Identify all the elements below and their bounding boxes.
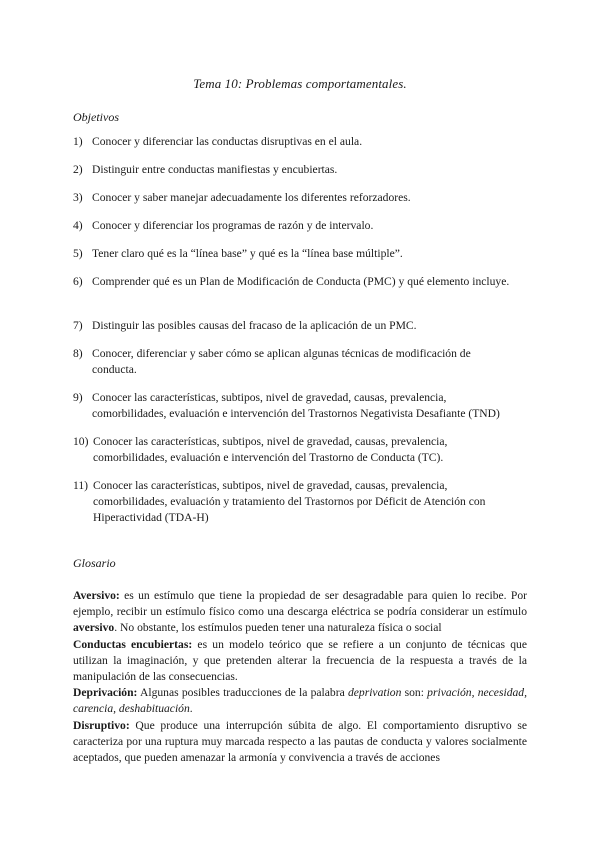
glossary-term: Conductas encubiertas: (73, 637, 193, 651)
objective-item (73, 190, 513, 206)
glossary-definition: Que produce una interrupción súbita de algo. El comportamiento disruptivo se caracteriza por una ruptura muy marcada respecto a las pautas de conducta y valores socialmente aceptados, que pueden amenazar la armonía y convivencia a través de acciones (73, 718, 527, 765)
glossary-entry-aversivo (73, 588, 527, 637)
objective-item (73, 478, 513, 526)
objective-number: 3) (73, 191, 83, 204)
objective-text: Distinguir las posibles causas del fracaso de la aplicación de un PMC. (92, 319, 417, 332)
document-title: Tema 10: Problemas comportamentales. (193, 76, 407, 91)
objective-text: Distinguir entre conductas manifiestas y encubiertas. (92, 163, 338, 176)
objective-number: 7) (73, 319, 83, 332)
objective-item (73, 318, 513, 334)
glossary-entry-conductas-encubiertas (73, 637, 527, 686)
glossary-definition: . No obstante, los estímulos pueden tener una naturaleza física o social (114, 621, 442, 635)
objective-text: Conocer, diferenciar y saber cómo se aplican algunas técnicas de modificación de conducta. (92, 347, 471, 376)
objective-text: Conocer y diferenciar los programas de razón y de intervalo. (92, 219, 374, 232)
glossary-definition: son: (401, 686, 428, 700)
glossary-term: Deprivación: (73, 686, 138, 700)
objective-item (73, 246, 513, 262)
glossary-term: Aversivo: (73, 589, 120, 602)
objective-item (73, 274, 513, 290)
objective-text: Conocer las características, subtipos, nivel de gravedad, causas, prevalencia, comorbilidades, evaluación e intervención del Trastornos Negativista Desafiante (TND) (92, 391, 500, 420)
objectives-heading: Objetivos (73, 110, 119, 124)
objective-text: Comprender qué es un Plan de Modificación de Conducta (PMC) y qué elemento incluye. (92, 275, 510, 288)
glossary-term: Disruptivo: (73, 718, 130, 732)
glossary-definition: . (189, 702, 193, 716)
objective-number: 9) (73, 391, 83, 404)
objective-number: 8) (73, 347, 83, 360)
objective-text: Tener claro qué es la “línea base” y qué es la “línea base múltiple”. (92, 247, 403, 260)
glossary-heading: Glosario (73, 556, 116, 570)
glossary-entry-deprivacion (73, 685, 527, 717)
objective-text: Conocer y saber manejar adecuadamente los diferentes reforzadores. (92, 191, 411, 204)
objective-number: 5) (73, 247, 83, 260)
objective-item (73, 434, 513, 466)
objective-text: Conocer las características, subtipos, nivel de gravedad, causas, prevalencia, comorbilidades, evaluación e intervención del Trastorno de Conducta (TC). (93, 435, 448, 464)
objective-item (73, 162, 513, 178)
glossary-translations: privación, necesidad, carencia, deshabituación (73, 686, 527, 716)
objective-number: 1) (73, 135, 83, 148)
objective-number: 10) (73, 435, 89, 448)
glossary-body (73, 588, 527, 766)
objective-number: 11) (73, 479, 89, 492)
objective-number: 2) (73, 163, 83, 176)
objective-number: 6) (73, 275, 83, 288)
objective-item (73, 134, 513, 150)
glossary-bold-word: aversivo (73, 621, 115, 635)
objective-item (73, 218, 513, 234)
objective-text: Conocer las características, subtipos, nivel de gravedad, causas, prevalencia, comorbilidades, evaluación y tratamiento del Trastornos por Déficit de Atención con Hiperactividad (TDA-H) (93, 479, 486, 524)
objective-number: 4) (73, 219, 83, 232)
glossary-definition: Algunas posibles traducciones de la palabra (137, 686, 348, 700)
objective-item (73, 346, 513, 378)
glossary-definition: es un estímulo que tiene la propiedad de ser desagradable para quien lo recibe. Por ejemplo, recibir un estímulo físico como una descarga eléctrica se podría considerar un estímulo (73, 589, 527, 619)
glossary-entry-disruptivo (73, 718, 527, 767)
glossary-definition: es un modelo teórico que se refiere a un conjunto de técnicas que utilizan la imaginación, y que pretenden alterar la frecuencia de la respuesta a través de la manipulación de las consecuencias. (73, 637, 527, 684)
objective-item (73, 390, 513, 422)
objective-text: Conocer y diferenciar las conductas disruptivas en el aula. (92, 135, 363, 148)
glossary-italic-word: deprivation (347, 686, 402, 700)
